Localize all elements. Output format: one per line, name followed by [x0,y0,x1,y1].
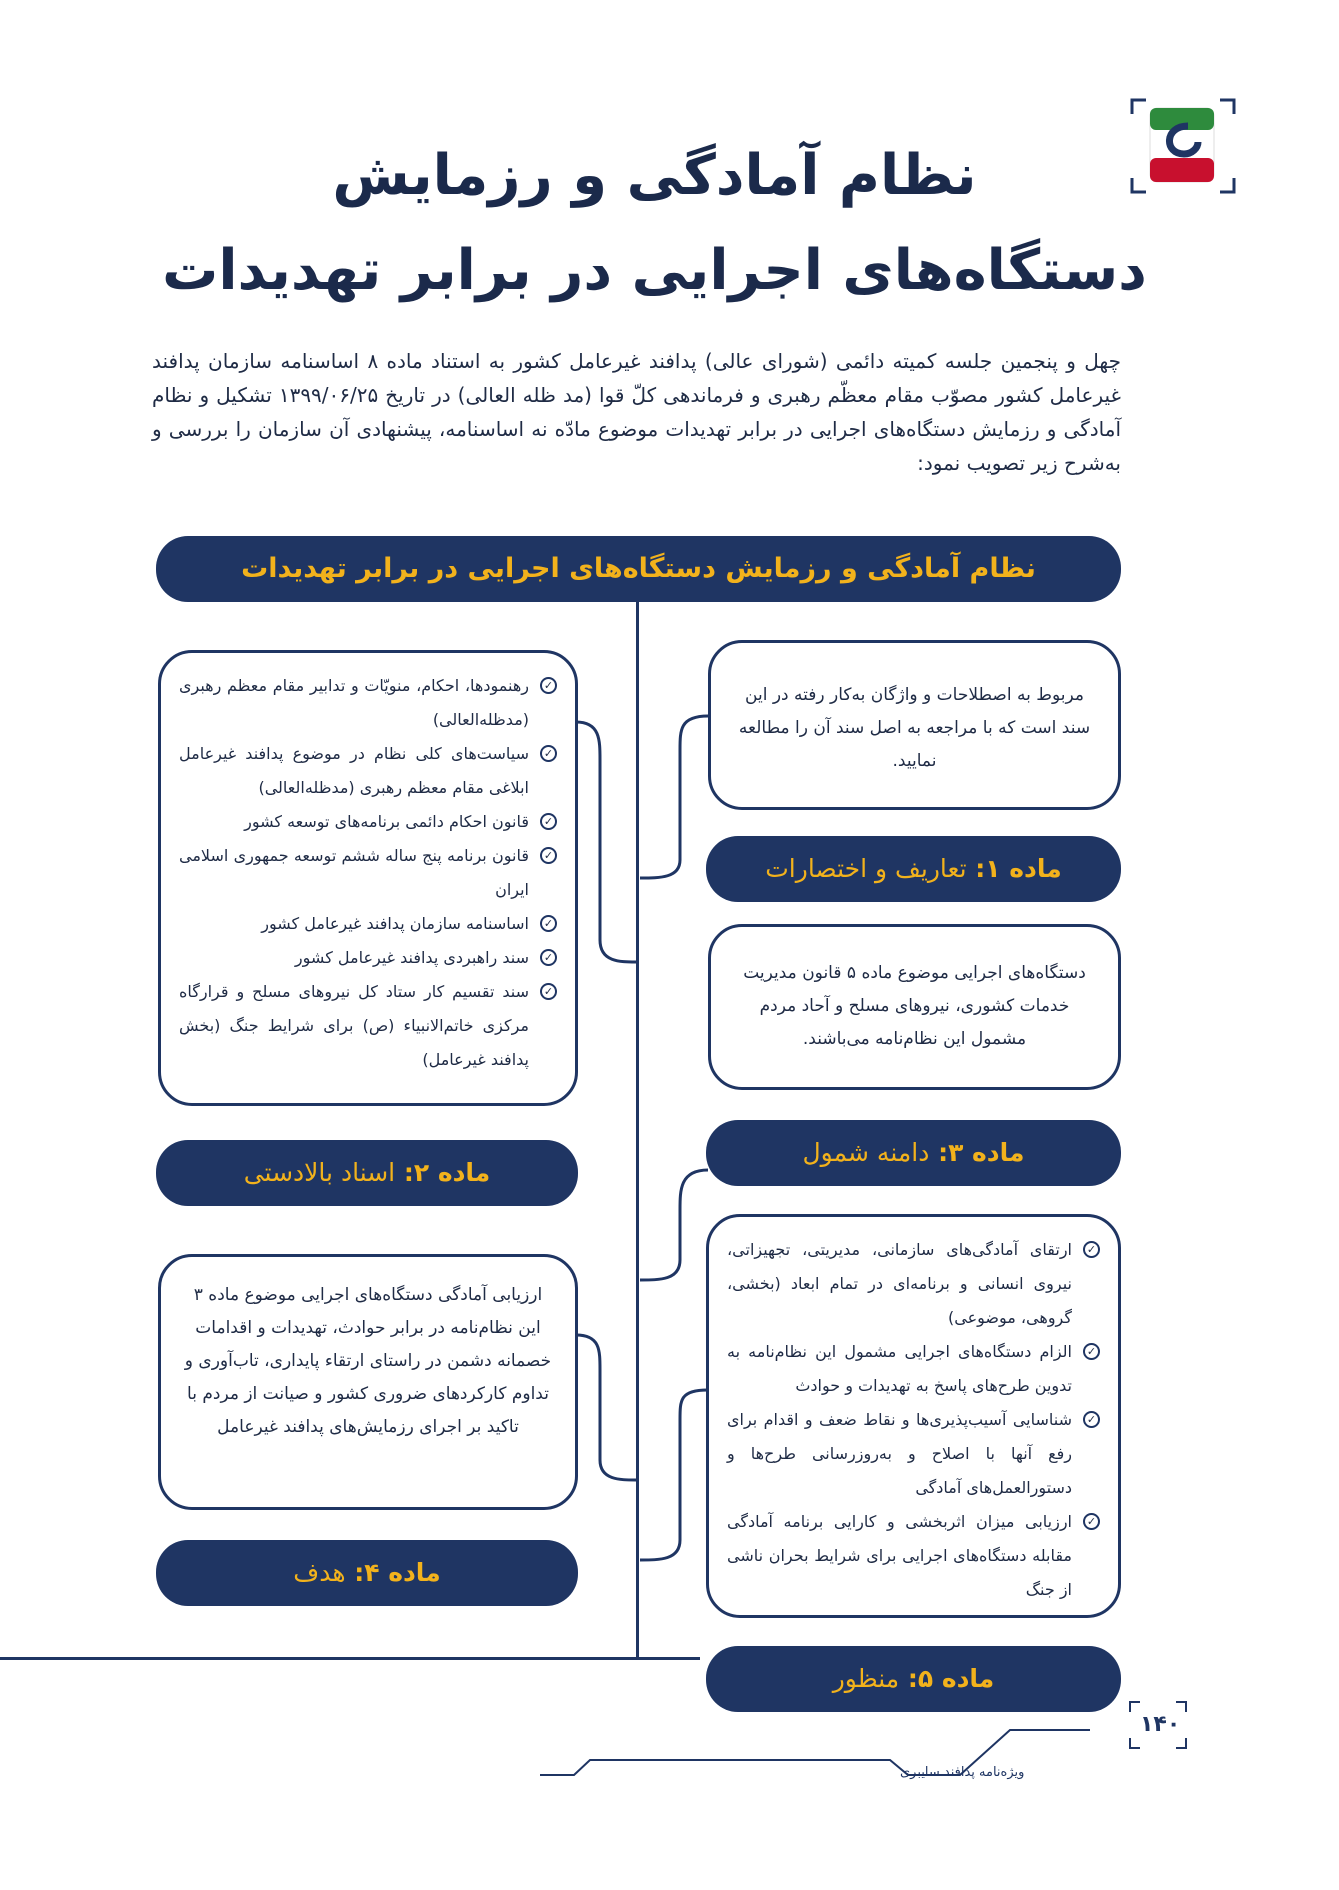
check-icon: ✓ [1083,1513,1100,1530]
article-1-box [708,640,1121,810]
footer-text: ویژه‌نامه پدافند سایبری [900,1765,1025,1780]
check-icon: ✓ [540,983,557,1000]
article-5-number: ماده ۵: [907,1664,995,1693]
check-icon: ✓ [1083,1411,1100,1428]
article-2-list [161,653,575,1077]
left-connectors [560,700,720,1600]
check-icon: ✓ [540,915,557,932]
list-item: ✓ قانون احکام دائمی برنامه‌های توسعه کشور [179,805,557,839]
article-4-label: هدف [293,1558,346,1587]
check-icon: ✓ [1083,1241,1100,1258]
list-item: ✓ اساسنامه سازمان پدافند غیرعامل کشور [179,907,557,941]
article-2-banner [156,1140,578,1206]
page-number: ۱۴۰ [1140,1712,1181,1737]
article-1-banner [706,836,1121,902]
article-2-box [158,650,578,1106]
article-4-box [158,1254,578,1510]
page-title-line2: دستگاه‌های اجرایی در برابر تهدیدات [162,238,1147,303]
check-icon: ✓ [540,949,557,966]
list-item: ✓ سند راهبردی پدافند غیرعامل کشور [179,941,557,975]
article-5-box [706,1214,1121,1618]
article-5-label: منظور [832,1664,900,1693]
article-3-text: دستگاه‌های اجرایی موضوع ماده ۵ قانون مدیریت خدمات کشوری، نیروهای مسلح و آحاد مردم مشمول این نظام‌نامه می‌باشند. [743,963,1086,1049]
intro-paragraph: چهل و پنجمین جلسه کمیته دائمی (شورای عالی) پدافند غیرعامل کشور به استناد ماده ۸ اساسنامه سازمان پدافند غیرعامل کشور مصوّب مقام معظّم رهبری و فرماندهی کلّ قوا (مد ظله العالی) در تاریخ ۱۳۹۹/۰۶/۲۵ تشکیل و نظام آمادگی و رزمایش دستگاه‌های اجرایی در برابر تهدیدات موضوع مادّه نه اساسنامه، پیشنهادی آن سازمان را بررسی و به‌شرح زیر تصویب نمود: [152,349,1121,475]
bottom-horizontal-line [0,1657,700,1660]
list-item: ✓ سیاست‌های کلی نظام در موضوع پدافند غیرعامل ابلاغی مقام معظم رهبری (مدظله‌العالی) [179,737,557,805]
list-item: ✓ شناسایی آسیب‌پذیری‌ها و نقاط ضعف و اقدام برای رفع آنها با اصلاح و به‌روزرسانی طرح‌ها و دستورالعمل‌های آمادگی [727,1403,1100,1505]
article-4-banner [156,1540,578,1606]
check-icon: ✓ [1083,1343,1100,1360]
check-icon: ✓ [540,813,557,830]
check-icon: ✓ [540,847,557,864]
list-item: ✓ ارتقای آمادگی‌های سازمانی، مدیریتی، تجهیزاتی، نیروی انسانی و برنامه‌ای در تمام ابعاد (بخشی، گروهی، موضوعی) [727,1233,1100,1335]
article-4-text: ارزیابی آمادگی دستگاه‌های اجرایی موضوع ماده ۳ این نظام‌نامه در برابر حوادث، تهدیدات و اقدامات خصمانه دشمن در راستای ارتقاء پایداری، تاب‌آوری و تداوم کارکردهای ضروری کشور و صیانت از مردم با تاکید بر اجرای رزمایش‌های پدافند غیرعامل [184,1285,552,1437]
article-1-number: ماده ۱: [975,854,1062,883]
article-5-list [709,1217,1118,1607]
footer-line [540,1700,1140,1790]
page-title-line1: نظام آمادگی و رزمایش [332,143,977,208]
list-item: ✓ ارزیابی میزان اثربخشی و کارایی برنامه آمادگی مقابله دستگاه‌های اجرایی برای شرایط بحران ناشی از جنگ [727,1505,1100,1607]
list-item: ✓ رهنمودها، احکام، منویّات و تدابیر مقام معظم رهبری (مدظله‌العالی) [179,669,557,737]
list-item: ✓ قانون برنامه پنج ساله ششم توسعه جمهوری اسلامی ایران [179,839,557,907]
check-icon: ✓ [540,745,557,762]
article-1-text: مربوط به اصطلاحات و واژگان به‌کار رفته در این سند است که با مراجعه به اصل سند آن را مطالعه نمایید. [738,685,1091,771]
article-2-number: ماده ۲: [403,1158,491,1187]
main-banner: نظام آمادگی و رزمایش دستگاه‌های اجرایی در برابر تهدیدات [156,536,1121,602]
article-3-box [708,924,1121,1090]
list-item: ✓ الزام دستگاه‌های اجرایی مشمول این نظام‌نامه به تدوین طرح‌های پاسخ به تهدیدات و حوادث [727,1335,1100,1403]
article-4-number: ماده ۴: [354,1558,441,1587]
article-3-number: ماده ۳: [938,1138,1025,1167]
list-item: ✓ سند تقسیم کار ستاد کل نیروهای مسلح و قرارگاه مرکزی خاتم‌الانبیاء (ص) برای شرایط جنگ (بخش پدافند غیرعامل) [179,975,557,1077]
article-3-label: دامنه شمول [802,1138,930,1167]
article-3-banner [706,1120,1121,1186]
article-1-label: تعاریف و اختصارات [765,854,967,883]
check-icon: ✓ [540,677,557,694]
article-2-label: اسناد بالادستی [243,1158,396,1187]
